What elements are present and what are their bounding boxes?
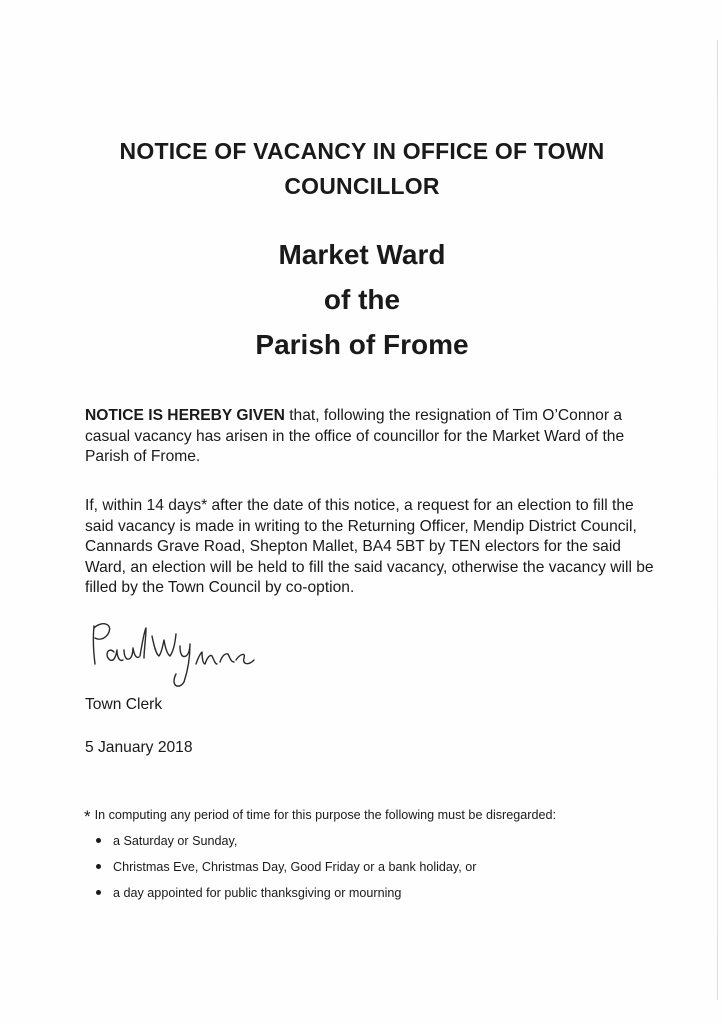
footnote-list bbox=[96, 832, 636, 910]
signature-image bbox=[84, 612, 284, 692]
notice-paragraph-1 bbox=[85, 406, 655, 468]
footnote-item-text: Christmas Eve, Christmas Day, Good Friday or a bank holiday, or bbox=[113, 860, 477, 874]
footnote-list-item bbox=[96, 884, 636, 910]
notice-paragraph-1-text: that, following the resignation of Tim O’Connor a casual vacancy has arisen in the office of councillor for the Market Ward of the Parish of Frome. bbox=[85, 407, 625, 465]
notice-title-line-1: NOTICE OF VACANCY IN OFFICE OF TOWN bbox=[119, 138, 605, 164]
scan-edge-line bbox=[717, 40, 718, 1000]
bullet-icon bbox=[96, 864, 101, 869]
footnote-item-text: a Saturday or Sunday, bbox=[113, 834, 238, 848]
ward-heading-line-1: Market Ward bbox=[278, 239, 446, 270]
footnote-list-item bbox=[96, 858, 636, 884]
bullet-icon bbox=[96, 838, 101, 843]
notice-title bbox=[60, 134, 664, 204]
ward-heading-line-3: Parish of Frome bbox=[255, 329, 469, 360]
signatory-role: Town Clerk bbox=[85, 696, 163, 713]
footnote-item-text: a day appointed for public thanksgiving or mourning bbox=[113, 886, 402, 900]
footnote-intro-text: In computing any period of time for this purpose the following must be disregarded: bbox=[94, 808, 556, 822]
ward-heading bbox=[80, 232, 644, 367]
footnote-list-item bbox=[96, 832, 636, 858]
notice-title-line-2: COUNCILLOR bbox=[284, 173, 440, 199]
footnote-marker: * bbox=[84, 807, 91, 826]
ward-heading-line-2: of the bbox=[323, 284, 401, 315]
notice-date: 5 January 2018 bbox=[85, 739, 193, 756]
footnote-intro bbox=[84, 806, 644, 826]
notice-paragraph-2: If, within 14 days* after the date of this notice, a request for an election to fill the said vacancy is made in writing to the Returning Officer, Mendip District Council, Cannards Grave Road, Shepton Mallet, BA4 5BT by TEN electors for the said Ward, an election will be held to fill the said vacancy, otherwise the vacancy will be filled by the Town Council by co-option. bbox=[85, 497, 654, 596]
bullet-icon bbox=[96, 890, 101, 895]
notice-lead: NOTICE IS HEREBY GIVEN bbox=[85, 407, 285, 424]
